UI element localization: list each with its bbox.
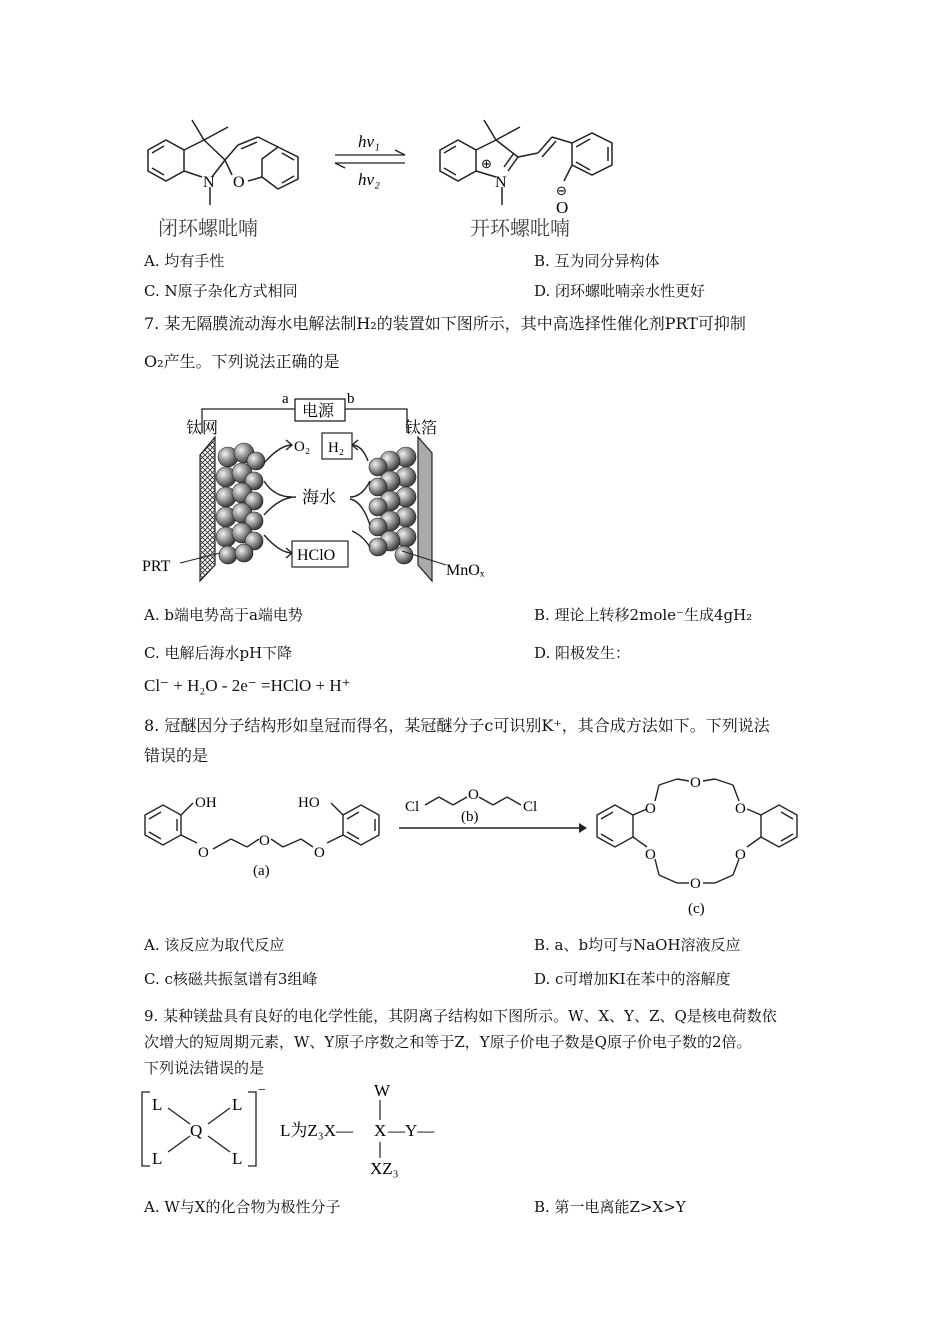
cl-right: Cl	[523, 799, 538, 815]
anion-structure-figure	[138, 1080, 478, 1180]
q8-stem-line2: 错误的是	[144, 746, 209, 765]
q7-option-b[interactable]: B. 理论上转移2mole⁻生成4gH₂	[534, 606, 753, 624]
q9-stem-line3: 下列说法错误的是	[144, 1059, 265, 1077]
q8-option-c[interactable]: C. c核磁共振氢谱有3组峰	[144, 970, 318, 988]
w-atom: W	[374, 1081, 391, 1100]
ligand-l2: L	[232, 1095, 243, 1114]
central-q: Q	[190, 1121, 203, 1140]
crown-ether-synthesis-figure	[135, 775, 815, 925]
electrolysis-figure	[140, 385, 500, 585]
c-o5: O	[690, 876, 701, 892]
q8-option-b[interactable]: B. a、b均可与NaOH溶液反应	[534, 936, 741, 954]
oh-label: OH	[195, 795, 217, 811]
open-atom-N: N	[495, 174, 507, 191]
ho-label: HO	[298, 795, 320, 811]
q7-equation: Cl⁻ + H₂O - 2e⁻ =HClO + H⁺	[144, 676, 351, 695]
seawater-label: 海水	[302, 488, 336, 507]
terminal-b: b	[347, 391, 355, 407]
ligand-l4: L	[232, 1149, 243, 1168]
c-o2: O	[690, 775, 701, 791]
open-atom-O: O	[556, 198, 569, 217]
c-o4: O	[645, 847, 656, 863]
open-label: 开环螺吡喃	[470, 218, 570, 240]
compound-b-label: (b)	[461, 809, 479, 825]
right-catalyst-spheres	[369, 447, 416, 564]
q9-option-a[interactable]: A. W与X的化合物为极性分子	[144, 1198, 341, 1216]
anion-charge: −	[258, 1083, 266, 1098]
h2-label: H₂	[328, 440, 345, 456]
q9-stem-line2: 次增大的短周期元素，W、Y原子序数之和等于Z，Y原子价电子数是Q原子价电子数的2倍。	[144, 1033, 752, 1051]
q9-stem-line1: 9. 某种镁盐具有良好的电化学性能，其阴离子结构如下图所示。W、X、Y、Z、Q是核电荷数依	[144, 1007, 777, 1025]
q8-option-d[interactable]: D. c可增加KI在苯中的溶解度	[534, 970, 731, 988]
q6-option-c[interactable]: C. N原子杂化方式相同	[144, 282, 298, 300]
c-o6: O	[735, 847, 746, 863]
mnox-label: MnOₓ	[446, 562, 485, 579]
xz3-group: XZ₃	[370, 1159, 399, 1178]
arrow-top-label: hν₁	[358, 132, 380, 151]
ti-foil-label: 钛箔	[405, 420, 438, 437]
closed-label: 闭环螺吡喃	[158, 218, 258, 240]
q9-option-b[interactable]: B. 第一电离能Z>X>Y	[534, 1198, 686, 1216]
compound-c-structure	[597, 779, 797, 883]
a-o3: O	[314, 845, 325, 861]
arrow-bottom-label: hν₂	[358, 170, 380, 189]
left-catalyst-spheres	[216, 443, 265, 564]
prt-label: PRT	[142, 558, 171, 575]
y-chain: —Y—	[388, 1121, 435, 1140]
center-x: X	[374, 1121, 387, 1140]
q6-option-a[interactable]: A. 均有手性	[144, 252, 225, 270]
q7-option-a[interactable]: A. b端电势高于a端电势	[144, 606, 303, 624]
open-spiropyran-structure	[440, 120, 612, 205]
hclo-label: HClO	[297, 547, 336, 564]
ti-mesh-electrode	[200, 437, 215, 581]
ligand-l1: L	[152, 1095, 163, 1114]
closed-spiropyran-structure	[148, 120, 298, 205]
terminal-a: a	[282, 391, 289, 407]
open-charge-plus: ⊕	[481, 156, 492, 171]
cl-left: Cl	[405, 799, 420, 815]
power-source-label: 电源	[302, 403, 335, 420]
ligand-l3: L	[152, 1149, 163, 1168]
a-o1: O	[198, 845, 209, 861]
o2-label: O₂	[294, 439, 311, 455]
q8-stem-line1: 8. 冠醚因分子结构形如皇冠而得名，某冠醚分子c可识别K⁺，其合成方法如下。下列说法	[144, 716, 770, 735]
ti-mesh-label: 钛网	[186, 420, 219, 437]
b-o: O	[468, 787, 479, 803]
closed-atom-N: N	[203, 174, 215, 191]
q7-stem-line2: O₂产生。下列说法正确的是	[144, 352, 340, 371]
compound-a-label: (a)	[253, 863, 270, 879]
q6-option-d[interactable]: D. 闭环螺吡喃亲水性更好	[534, 282, 706, 300]
open-charge-minus: ⊖	[556, 183, 567, 198]
q7-stem-line1: 7. 某无隔膜流动海水电解法制H₂的装置如下图所示，其中高选择性催化剂PRT可抑制	[144, 314, 746, 333]
q6-option-b[interactable]: B. 互为同分异构体	[534, 252, 660, 270]
q8-option-a[interactable]: A. 该反应为取代反应	[144, 936, 285, 954]
q7-option-d[interactable]: D. 阳极发生：	[534, 644, 631, 662]
a-o2: O	[259, 833, 270, 849]
c-o1: O	[645, 801, 656, 817]
l-definition: L为Z₃X—	[280, 1121, 353, 1140]
compound-c-label: (c)	[688, 901, 705, 917]
spiropyran-figure	[130, 105, 650, 245]
c-o3: O	[735, 801, 746, 817]
equilibrium-arrows	[335, 150, 405, 168]
q7-option-c[interactable]: C. 电解后海水pH下降	[144, 644, 293, 662]
closed-atom-O: O	[233, 174, 245, 191]
